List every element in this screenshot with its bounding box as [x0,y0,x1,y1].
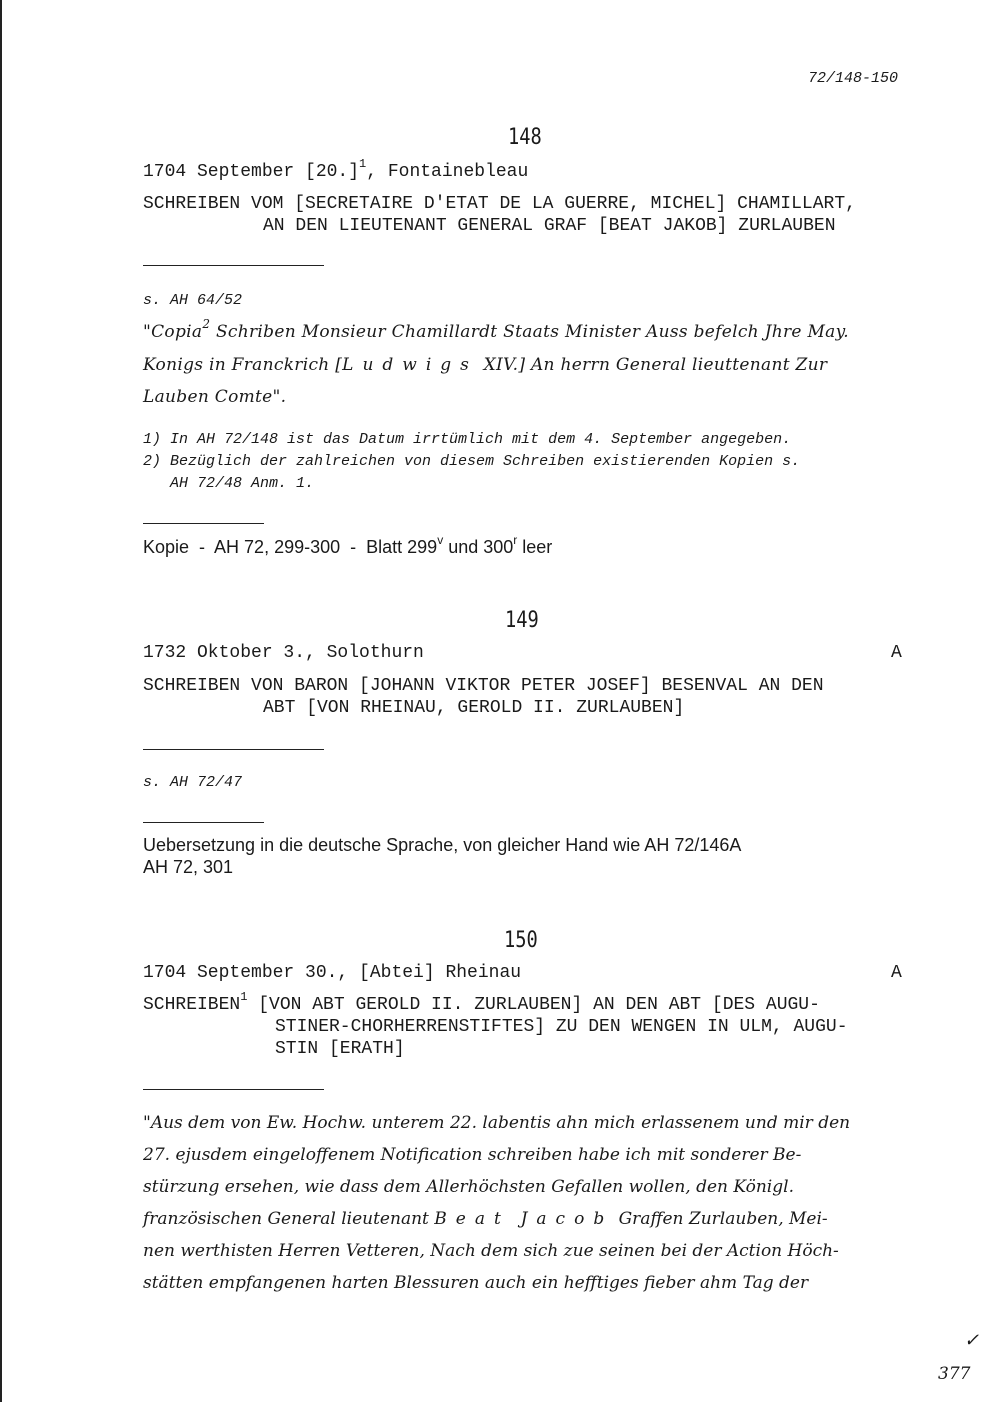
entry-148-quote-line2: Konigs in Franckrich [Ludwigs XIV.] An herrn General lieuttenant Zur [143,355,828,375]
handwritten-check-mark: ✓ [964,1330,980,1351]
page-reference: 72/148-150 [808,70,899,87]
handwritten-page-number: 377 [938,1364,971,1384]
entry-149-date: 1732 Oktober 3., Solothurn [143,643,424,663]
entry-148-copy-note: Kopie - AH 72, 299-300 - Blatt 299$^v$ und 300$^r$ leer [143,533,553,557]
entry-148-footnote-1: 1) In AH 72/148 ist das Datum irrtümlich mit dem 4. September angegeben. [143,431,792,448]
divider [143,749,324,750]
entry-149-ref: s. AH 72/47 [143,774,243,791]
entry-148-title-line1: SCHREIBEN VOM [SECRETAIRE D'ETAT DE LA GUERRE, MICHEL] CHAMILLART, [143,194,856,214]
entry-149-title-line2: ABT [VON RHEINAU, GEROLD II. ZURLAUBEN] [263,698,685,718]
entry-150-text-line1: "Aus dem von Ew. Hochw. unterem 22. labentis ahn mich erlassenem und mir den [143,1113,851,1133]
entry-148-title-line2: AN DEN LIEUTENANT GENERAL GRAF [BEAT JAKOB] ZURLAUBEN [263,216,836,236]
entry-149-translation-line2: AH 72, 301 [143,857,234,877]
entry-150-number: 150 [504,928,538,953]
divider [143,1089,324,1090]
entry-148-ref: s. AH 64/52 [143,292,243,309]
entry-148-footnote-2: 2) Bezüglich der zahlreichen von diesem Schreiben existierenden Kopien s. [143,453,801,470]
entry-150-title-line2: STINER-CHORHERRENSTIFTES] ZU DEN WENGEN IN ULM, AUGU- [275,1017,848,1037]
entry-150-text-line5: nen werthisten Herren Vetteren, Nach dem sich zue seinen bei der Action Höch- [143,1241,839,1261]
divider [143,822,264,823]
entry-149-mark: A [891,643,902,663]
entry-148-date: 1704 September $[20.]^1$, Fontainebleau [143,157,529,182]
entry-150-text-line6: stätten empfangenen harten Blessuren auch ein hefftiges fieber ahm Tag der [143,1273,809,1293]
entry-150-title-line3: STIN [ERATH] [275,1039,405,1059]
entry-149-number: 149 [505,608,539,633]
divider [143,523,264,524]
entry-150-mark: A [891,963,902,983]
entry-149-title-line1: SCHREIBEN VON BARON [JOHANN VIKTOR PETER JOSEF] BESENVAL AN DEN [143,676,824,696]
entry-148-number: 148 [508,125,542,150]
entry-150-text-line3: stürzung ersehen, wie dass dem Allerhöchsten Gefallen wollen, den Königl. [143,1177,794,1197]
entry-150-date: 1704 September 30., [Abtei] Rheinau [143,963,522,983]
entry-148-footnote-2-cont: AH 72/48 Anm. 1. [143,475,315,492]
entry-149-translation-line1: Uebersetzung in die deutsche Sprache, von gleicher Hand wie AH 72/146A [143,835,742,855]
entry-150-title-line1: SCHREIBEN$^1$ [VON ABT GEROLD II. ZURLAUBEN] AN DEN ABT [DES AUGU- [143,990,820,1015]
entry-148-quote-line3: Lauben Comte". [143,387,287,407]
entry-148-quote-line1: "Copia$^2$ Schriben Monsieur Chamillardt Staats Minister Auss befelch Jhre May. [143,317,849,342]
entry-150-text-line4: französischen General lieutenant Beat Jacob Graffen Zurlauben, Mei- [143,1209,828,1229]
divider [143,265,324,266]
entry-150-text-line2: 27. ejusdem eingeloffenem Notification schreiben habe ich mit sonderer Be- [143,1145,802,1165]
